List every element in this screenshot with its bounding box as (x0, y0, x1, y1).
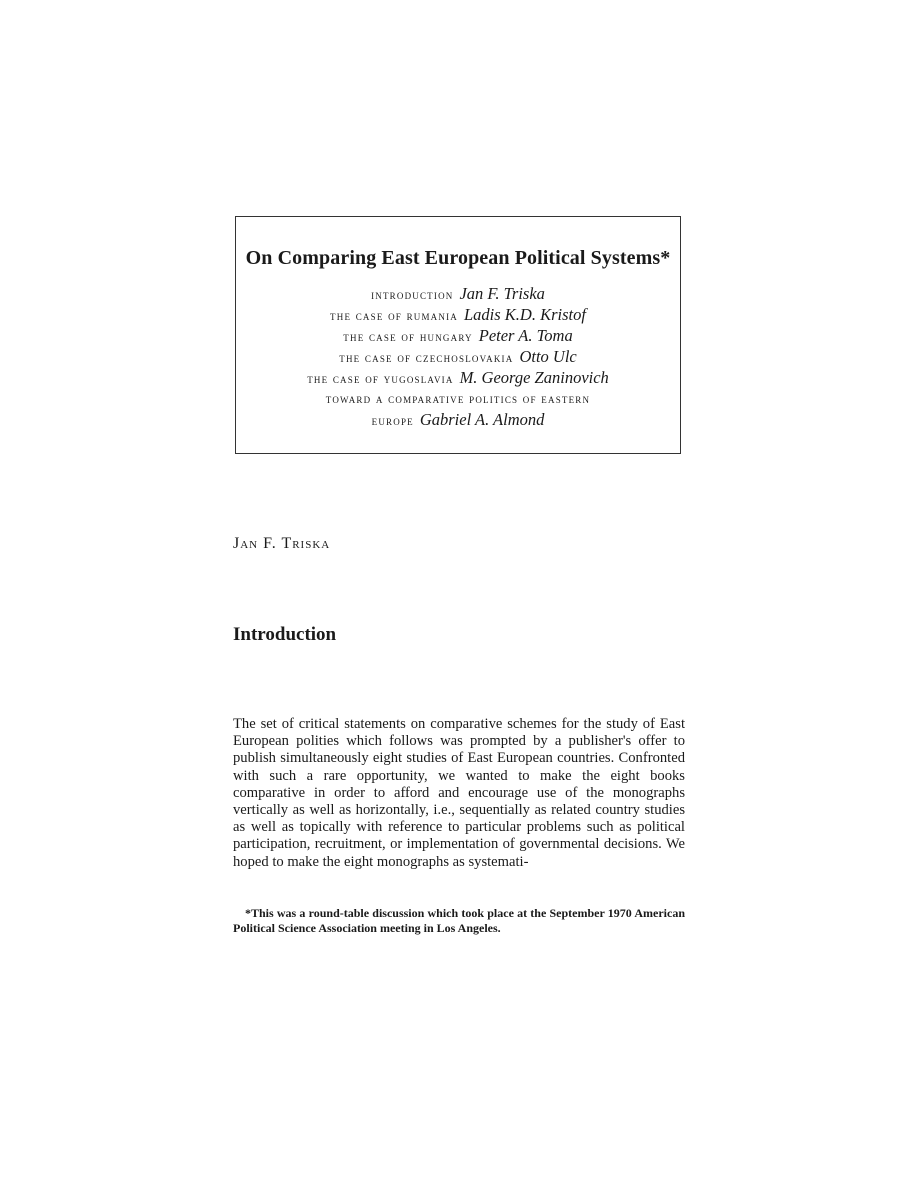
contents-entry (236, 346, 680, 367)
entry-label: the case of czechoslovakia (339, 350, 514, 365)
entry-author: Otto Ulc (519, 347, 577, 366)
contents-entry (236, 304, 680, 325)
entry-author: Ladis K.D. Kristof (463, 305, 586, 324)
contents-list (236, 283, 680, 430)
entry-label: toward a comparative politics of eastern (325, 391, 591, 406)
body-paragraph (233, 716, 685, 871)
contents-entry (236, 367, 680, 388)
footnote-text: *This was a round-table discussion which took place at the September 1970 American Political Science Association meeting in Los Angeles. (233, 906, 685, 935)
contents-entry (236, 283, 680, 304)
entry-author: M. George Zaninovich (459, 368, 609, 387)
footnote (233, 906, 685, 935)
entry-label: the case of hungary (343, 329, 473, 344)
paragraph-text: The set of critical statements on comparative schemes for the study of East European polities which follows was prompted by a publisher's offer to publish simultaneously eight studies of East European countries. Confronted with such a rare opportunity, we wanted to make the eight books comparative in order to afford and encourage use of the monographs vertically as well as horizontally, i.e., sequentially as related country studies as well as topically with reference to particular problems such as political participation, recruitment, or implementation of governmental decisions. We hoped to make the eight monographs as systemati- (233, 716, 685, 870)
entry-label: the case of yugoslavia (307, 371, 454, 386)
entry-author: Gabriel A. Almond (419, 410, 545, 429)
entry-label: europe (371, 413, 414, 428)
contents-box (235, 216, 681, 454)
entry-author: Jan F. Triska (459, 284, 545, 303)
contents-entry (236, 325, 680, 346)
contents-entry (236, 388, 680, 409)
entry-label: introduction (371, 287, 454, 302)
contents-entry (236, 409, 680, 430)
article-author: Jan F. Triska (233, 535, 331, 552)
symposium-title: On Comparing East European Political Systems* (245, 247, 671, 269)
entry-label: the case of rumania (330, 308, 458, 323)
section-title: Introduction (233, 624, 337, 645)
entry-author: Peter A. Toma (478, 326, 573, 345)
